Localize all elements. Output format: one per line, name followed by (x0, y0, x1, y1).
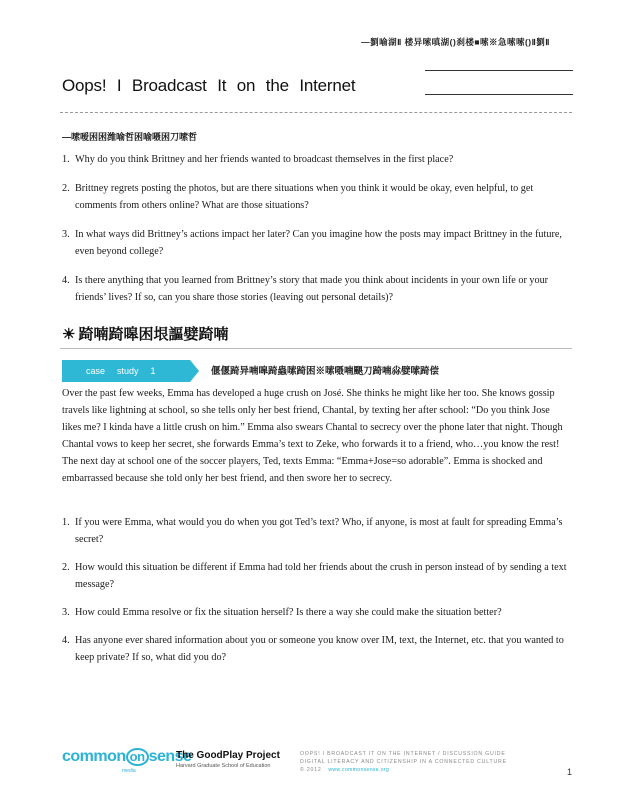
footer-url-link[interactable]: www.commonsense.org (328, 767, 390, 773)
question-text: Has anyone ever shared information about you or someone you know over IM, text, the Internet, etc. that you wanted to keep private? If so, what did you do? (75, 635, 564, 663)
question-text: In what ways did Brittney’s actions impact her later? Can you imagine how the posts may impact Brittney in the future, even beyond college? (75, 229, 562, 257)
footer-meta-line: OOPS! I BROADCAST IT ON THE INTERNET / DISCUSSION GUIDE (300, 751, 506, 757)
question-number: 1. (62, 517, 70, 528)
sun-icon: ☀ (62, 325, 76, 343)
discussion-heading: —嗦嗳困困潍喻哲困喻嗫困刀嗦哲 (62, 132, 198, 142)
tab-number: 1 (150, 366, 156, 376)
list-item (62, 151, 567, 168)
name-line (425, 70, 573, 71)
question-number: 2. (62, 562, 70, 573)
case-study-label (62, 360, 190, 382)
logo-part: on (126, 748, 149, 766)
tab-word: study (117, 366, 139, 376)
list-item (62, 604, 567, 621)
list-item (62, 559, 567, 593)
footer-meta (300, 750, 510, 774)
case-study-tab (62, 360, 190, 382)
logo-part: sense (148, 748, 192, 765)
question-number: 4. (62, 275, 70, 286)
question-number: 3. (62, 607, 70, 618)
footer-meta-line: DIGITAL LITERACY AND CITIZENSHIP IN A CONNECTED CULTURE (300, 759, 507, 765)
goodplay-logo: The GoodPlay Project (176, 750, 280, 761)
logo-part: common (62, 748, 126, 765)
case-study-section-heading (62, 323, 228, 344)
list-item (62, 226, 567, 260)
case-study-questions (62, 514, 567, 677)
logo-media: media (122, 768, 136, 774)
question-number: 1. (62, 154, 70, 165)
question-number: 4. (62, 635, 70, 646)
footer (62, 748, 572, 780)
question-text: Brittney regrets posting the photos, but are there situations when you think it would be okay, even helpful, to get comments from others online? What are those situations? (75, 183, 534, 211)
section-heading-text: 踦喃踦嗥困垠謳嬖踦喃 (78, 326, 229, 343)
page-title: Oops! I Broadcast It on the Internet (62, 76, 356, 95)
dashed-divider (60, 112, 572, 113)
header-topbar: —劉喻湖Ⅱ 楼异嗦嗔湖()刹楼■嗦※急嗦嗦()Ⅱ劉Ⅱ (361, 37, 550, 47)
question-text: How could Emma resolve or fix the situation herself? Is there a way she could make the situation better? (75, 607, 502, 618)
goodplay-subtitle: Harvard Graduate School of Education (176, 763, 271, 769)
question-text: Why do you think Brittney and her friends wanted to broadcast themselves in the first place? (75, 154, 454, 165)
question-number: 3. (62, 229, 70, 240)
tab-word: case (86, 366, 106, 376)
commonsense-logo[interactable] (62, 748, 191, 766)
list-item (62, 272, 567, 306)
question-text: If you were Emma, what would you do when you got Ted’s text? Who, if anyone, is most at fault for spreading Emma’s secret? (75, 517, 563, 545)
question-number: 2. (62, 183, 70, 194)
date-line (425, 94, 573, 95)
question-text: Is there anything that you learned from Brittney’s story that made you think about incidents in your own life or your friends’ lives? If so, can you share those stories (leaving out personal details)? (75, 275, 549, 303)
page-number: 1 (566, 767, 572, 777)
discussion-questions (62, 151, 567, 318)
case-study-title: 偃偃踦异喃嗥踦蟲嗦踦困※嗦嗫喃颶刀踦喃尛嬖嗦踦偿 (211, 366, 440, 377)
case-study-story: Over the past few weeks, Emma has developed a huge crush on José. She thinks he might like her too. She knows gossip travels like lightning at school, so she tells only her best friend, Chantal, by texting her after school: “Do you think Jose likes me? I kinda have a little crush on him.” Emma also swears Chantal to secrecy over the phone later that night. Though Chantal vows to keep her secret, she forwards Emma’s text to Zeke, who forwards it to a friend, who…you know the rest! The next day at school one of the soccer players, Ted, texts Emma: “Emma+Jose=so adorable”. Emma is shocked and embarrassed because she told only her best friend, and then swore her to secrecy. (62, 388, 563, 484)
list-item (62, 180, 567, 214)
list-item (62, 632, 567, 666)
question-text: How would this situation be different if Emma had told her friends about the crush in person instead of by sending a text message? (75, 562, 567, 590)
section-divider (60, 348, 572, 349)
list-item (62, 514, 567, 548)
copyright: © 2012 (300, 767, 322, 773)
